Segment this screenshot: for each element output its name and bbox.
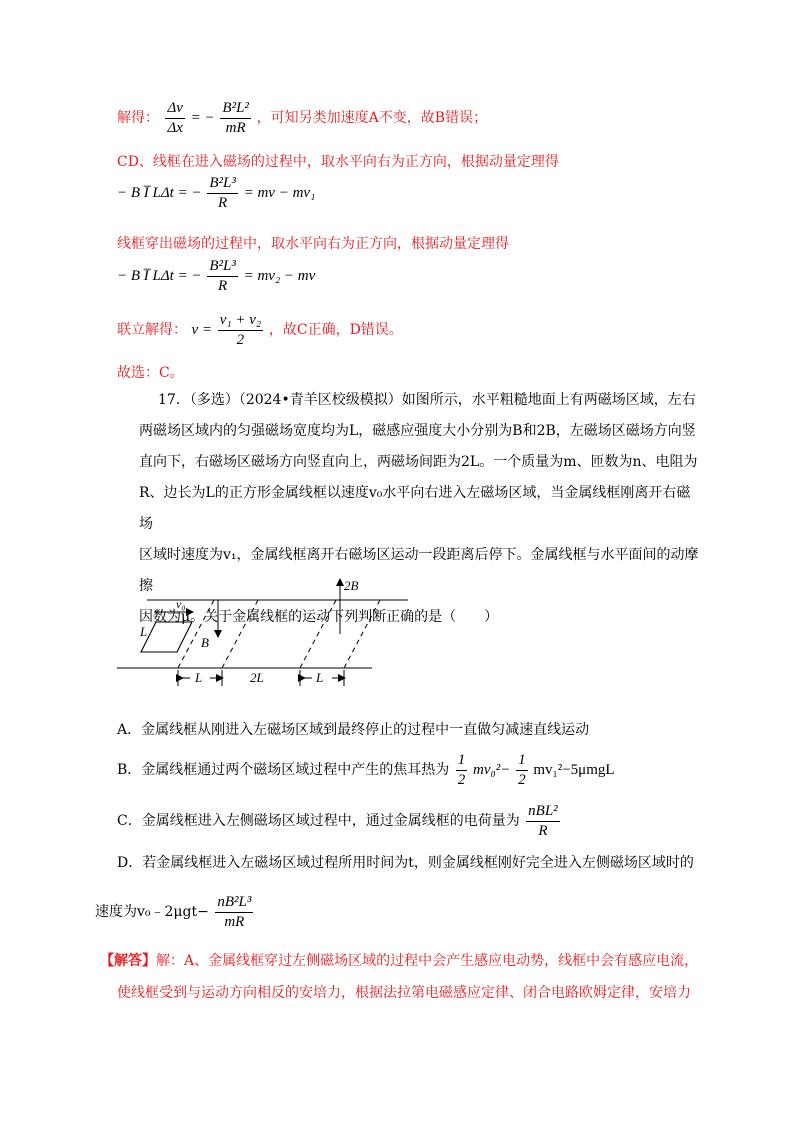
option-d-line-1: D．若金属线框进入左磁场区域过程所用时间为t，则金属线框刚好完全进入左侧磁场区域时的 <box>117 855 694 871</box>
solution-prefix: 解得： <box>117 110 159 127</box>
cd-analysis-line: CD、线框在进入磁场的过程中，取水平向右为正方向，根据动量定理得 <box>117 154 559 170</box>
option-a: A．金属线框从刚进入左磁场区域到最终停止的过程中一直做匀减速直线运动 <box>117 722 590 738</box>
dimension-label-2l: 2L <box>250 670 264 685</box>
solution-suffix: ，可知另类加速度A不变，故B错误； <box>256 110 488 127</box>
question-line: 直向下，右磁场区磁场方向竖直向上，两磁场间距为2L。一个质量为m、匝数为n、电阻为 <box>139 454 698 470</box>
answer-tag: 【解答】 <box>100 953 156 969</box>
option-d-line-2: 速度为v₀﹣2μgt− $\frac{\text{nB²L³}}{mR}$ <box>95 894 252 931</box>
field-boundary <box>300 600 336 668</box>
b-label: B <box>201 635 209 650</box>
choose-answer: 故选：C。 <box>117 365 184 381</box>
fraction-dv-dx: $\frac{\Delta v}{\Delta x}$ <box>167 100 183 137</box>
frame-side-label: L <box>140 624 148 639</box>
option-c: C．金属线框进入左侧磁场区域过程中，通过金属线框的电荷量为 $\frac{\text{nBL²}}{R}$ <box>117 803 558 840</box>
answer-line-1: 【解答】解：A、金属线框穿过左侧磁场区域的过程中会产生感应电动势，线框中会有感应电流， <box>100 953 699 969</box>
metal-frame <box>141 622 192 652</box>
dimension-label-l1: L <box>195 670 203 685</box>
v0-label: v₀ <box>176 597 186 611</box>
field-boundary <box>344 600 380 668</box>
question-line: R、边长为L的正方形金属线框以速度v₀水平向右进入左磁场区域，当金属线框刚离开右磁场 <box>139 485 691 532</box>
answer-line-2: 使线框受到与运动方向相反的安培力，根据法拉第电磁感应定律、闭合电路欧姆定律，安培力 <box>117 985 691 1001</box>
joint-solution-line: 联立解得： v = $\frac{\text{v₁ + v₂}}{2}$ ，故C正确，D错误。 <box>117 312 403 349</box>
question-line: 区域时速度为v₁，金属线框离开右磁场区运动一段距离后停下。金属线框与水平面间的动摩擦 <box>139 547 699 594</box>
field-boundary <box>222 600 258 668</box>
solution-line-1 <box>117 100 487 138</box>
question-line: 两磁场区域内的匀强磁场宽度均为L，磁感应强度大小分别为B和2B，左磁场区磁场方向竖 <box>139 423 696 439</box>
momentum-equation-1: − B I̅ LΔt = − $\frac{\text{B²L³}}{R}$ = mv − mv₁ <box>117 175 316 212</box>
momentum-equation-2: − B I̅ LΔt = − $\frac{\text{B²L³}}{R}$ = mv₂ − mv <box>117 258 316 295</box>
exit-analysis-line: 线框穿出磁场的过程中，取水平向右为正方向，根据动量定理得 <box>117 236 509 252</box>
question-line: 因数为μ。关于金属线框的运动下列判断正确的是（ ） <box>139 609 499 625</box>
fraction-b2l2-mr: $\frac{\text{B²L²}}{mR}$ <box>222 100 249 137</box>
question-line: 17．（多选）（2024•青羊区校级模拟）如图所示，水平粗糙地面上有两磁场区域，左右 <box>158 392 696 408</box>
magnetic-field-diagram <box>110 572 420 690</box>
dimension-label-l2: L <box>316 670 324 685</box>
equals-minus: = − <box>190 110 215 127</box>
option-b: B．金属线框通过两个磁场区域过程中产生的焦耳热为 $\frac{1}{2}$ mv₀²− $\frac{1}{2}$ mv₁²−5μmgL <box>117 752 615 789</box>
2b-label: 2B <box>344 578 359 593</box>
